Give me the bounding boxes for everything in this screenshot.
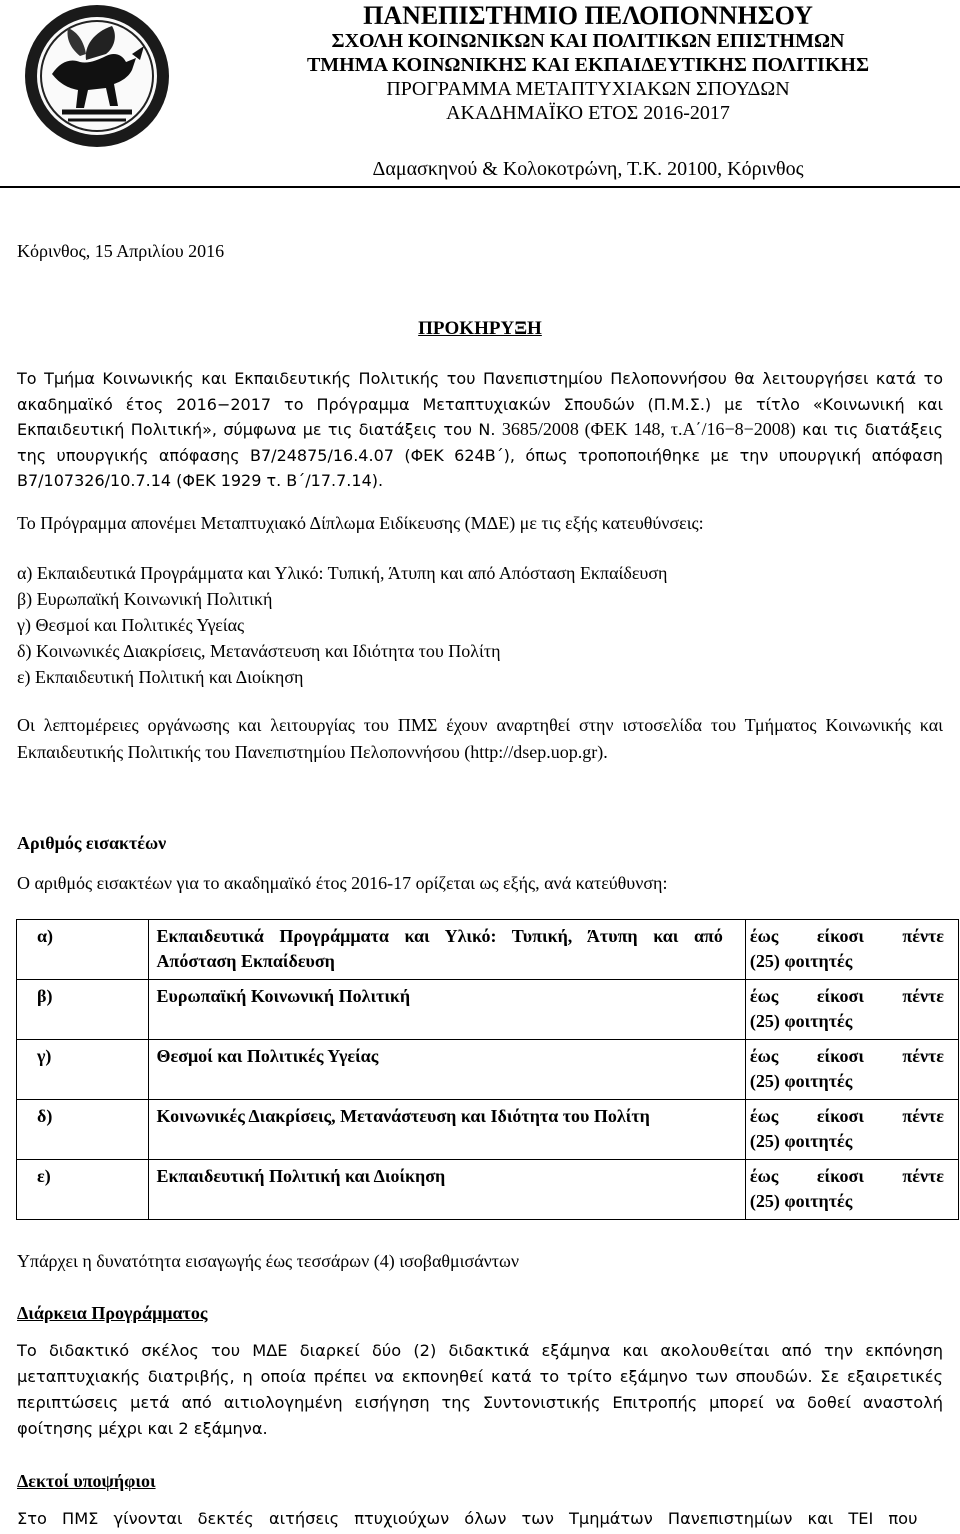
- details-paragraph: Οι λεπτομέρειες οργάνωσης και λειτουργίας του ΠΜΣ έχουν αναρτηθεί στην ιστοσελίδα του Τμήματος Κοινωνικής και Εκπαιδευτικής Πολιτικής του Πανεπιστημίου Πελοποννήσου (http://dsep.uop.gr).: [17, 715, 943, 762]
- duration-heading: Διάρκεια Προγράμματος: [17, 1303, 208, 1323]
- row-subject: Εκπαιδευτικά Προγράμματα και Υλικό: Τυπική, Άτυπη και από Απόσταση Εκπαίδευση: [148, 920, 745, 980]
- academic-year: ΑΚΑΔΗΜΑΪΚΟ ΕΤΟΣ 2016-2017: [446, 102, 730, 124]
- amount-word: είκοσι: [816, 1106, 864, 1126]
- table-row: [17, 1100, 959, 1160]
- count-description: Ο αριθμός εισακτέων για το ακαδημαϊκό έτος 2016-17 ορίζεται ως εξής, ανά κατεύθυνση:: [17, 873, 668, 893]
- table-row: [17, 1040, 959, 1100]
- offers-paragraph: Το Πρόγραμμα απονέμει Μεταπτυχιακό Δίπλωμα Ειδίκευσης (ΜΔΕ) με τις εξής κατευθύνσεις:: [17, 513, 704, 533]
- row-subject: Θεσμοί και Πολιτικές Υγείας: [148, 1040, 745, 1100]
- amount-word: πέντε: [902, 986, 944, 1006]
- amount-word: έως: [749, 1166, 779, 1186]
- intro-law-reference: 3685/2008 (ΦΕΚ 148, τ.Α΄/16−8−2008): [501, 419, 796, 439]
- amount-word: έως: [749, 1046, 779, 1066]
- row-amount: [745, 980, 958, 1040]
- intro-part-3: και τις διατάξεις της υπουργικής απόφασης Β7/24875/16.4.07 (ΦΕΚ 624Β΄), όπως τροποποιήθηκε με την υπουργική απόφαση Β7/107326/10.7.14 (ΦΕΚ 1929 τ. Β΄/17.7.14).: [17, 420, 943, 490]
- date-line: Κόρινθος, 15 Απριλίου 2016: [17, 241, 225, 261]
- table-row: [17, 980, 959, 1040]
- duration-paragraph: Το διδακτικό σκέλος του ΜΔΕ διαρκεί δύο (2) διδακτικά εξάμηνα και ακολουθείται από την εκπόνηση μεταπτυχιακής διατριβής, η οποία πρέπει να εκπονηθεί κατά το τρίτο εξάμηνο των σπουδών. Σε εξαιρετικές περιπτώσεις μετά από αιτιολογημένη εισήγηση της Συντονιστικής Επιτροπής μπορεί να δοθεί αναστολή φοίτησης μέχρι και 2 εξάμηνα.: [17, 1341, 943, 1438]
- amount-word: πέντε: [902, 926, 944, 946]
- row-subject: Κοινωνικές Διακρίσεις, Μετανάστευση και Ιδιότητα του Πολίτη: [148, 1100, 745, 1160]
- eligible-paragraph: Στο ΠΜΣ γίνονται δεκτές αιτήσεις πτυχιούχων όλων των Τμημάτων Πανεπιστημίων και ΤΕΙ που: [17, 1509, 918, 1528]
- directions-list: [17, 560, 943, 690]
- row-subject: Εκπαιδευτική Πολιτική και Διοίκηση: [148, 1160, 745, 1220]
- direction-item: γ) Θεσμοί και Πολιτικές Υγείας: [17, 615, 245, 635]
- amount-count: (25) φοιτητές: [749, 951, 853, 971]
- school-name: ΣΧΟΛΗ ΚΟΙΝΩΝΙΚΩΝ ΚΑΙ ΠΟΛΙΤΙΚΩΝ ΕΠΙΣΤΗΜΩΝ: [331, 30, 845, 52]
- admissions-table: [16, 919, 959, 1220]
- row-letter: γ): [17, 1040, 149, 1100]
- address: Δαμασκηνού & Κολοκοτρώνη, Τ.Κ. 20100, Κόρινθος: [372, 158, 804, 180]
- amount-count: (25) φοιτητές: [749, 1071, 853, 1091]
- amount-count: (25) φοιτητές: [749, 1011, 853, 1031]
- amount-word: πέντε: [902, 1046, 944, 1066]
- tie-paragraph: Υπάρχει η δυνατότητα εισαγωγής έως τεσσάρων (4) ισοβαθμισάντων: [17, 1251, 520, 1271]
- direction-item: α) Εκπαιδευτικά Προγράμματα και Υλικό: Τυπική, Άτυπη και από Απόσταση Εκπαίδευση: [17, 563, 668, 583]
- letterhead-text: [228, 3, 948, 125]
- document-title: ΠΡΟΚΗΡΥΞΗ: [418, 318, 542, 339]
- amount-word: πέντε: [902, 1166, 944, 1186]
- letterhead: [0, 0, 960, 196]
- department-name: ΤΜΗΜΑ ΚΟΙΝΩΝΙΚΗΣ ΚΑΙ ΕΚΠΑΙΔΕΥΤΙΚΗΣ ΠΟΛΙΤΙΚΗΣ: [306, 54, 870, 76]
- program-name: ΠΡΟΓΡΑΜΜΑ ΜΕΤΑΠΤΥΧΙΑΚΩΝ ΣΠΟΥΔΩΝ: [386, 78, 790, 100]
- direction-item: δ) Κοινωνικές Διακρίσεις, Μετανάστευση και Ιδιότητα του Πολίτη: [17, 641, 501, 661]
- table-row: [17, 1160, 959, 1220]
- eligible-heading: Δεκτοί υποψήφιοι: [17, 1471, 156, 1491]
- row-amount: [745, 1040, 958, 1100]
- university-seal-icon: [22, 2, 172, 150]
- intro-paragraph: [17, 366, 943, 494]
- row-letter: δ): [17, 1100, 149, 1160]
- row-amount: [745, 920, 958, 980]
- amount-word: έως: [749, 1106, 779, 1126]
- row-letter: ε): [17, 1160, 149, 1220]
- amount-word: είκοσι: [816, 1166, 864, 1186]
- direction-item: ε) Εκπαιδευτική Πολιτική και Διοίκηση: [17, 667, 304, 687]
- direction-item: β) Ευρωπαϊκή Κοινωνική Πολιτική: [17, 589, 273, 609]
- amount-word: έως: [749, 986, 779, 1006]
- amount-word: είκοσι: [816, 926, 864, 946]
- amount-word: είκοσι: [816, 1046, 864, 1066]
- amount-count: (25) φοιτητές: [749, 1191, 853, 1211]
- amount-count: (25) φοιτητές: [749, 1131, 853, 1151]
- intro-part-1: Το Τμήμα Κοινωνικής και Εκπαιδευτικής Πολιτικής του Πανεπιστημίου Πελοποννήσου θα λειτουργήσει κατά το ακαδημαϊκό έτος 2016−2017 το Πρόγραμμα Μεταπτυχιακών Σπουδών (Π.Μ.Σ.) με τίτλο «Κοινωνική και Εκπαιδευτική Πολιτική», σύμφωνα με τις διατάξεις του Ν.: [17, 369, 943, 439]
- row-amount: [745, 1100, 958, 1160]
- header-divider: [0, 186, 960, 188]
- table-row: [17, 920, 959, 980]
- amount-word: είκοσι: [816, 986, 864, 1006]
- amount-word: πέντε: [902, 1106, 944, 1126]
- row-letter: β): [17, 980, 149, 1040]
- amount-word: έως: [749, 926, 779, 946]
- count-heading: Αριθμός εισακτέων: [17, 833, 167, 853]
- row-subject: Ευρωπαϊκή Κοινωνική Πολιτική: [148, 980, 745, 1040]
- row-amount: [745, 1160, 958, 1220]
- row-letter: α): [17, 920, 149, 980]
- university-name: ΠΑΝΕΠΙΣΤΗΜΙΟ ΠΕΛΟΠΟΝΝΗΣΟΥ: [363, 1, 813, 30]
